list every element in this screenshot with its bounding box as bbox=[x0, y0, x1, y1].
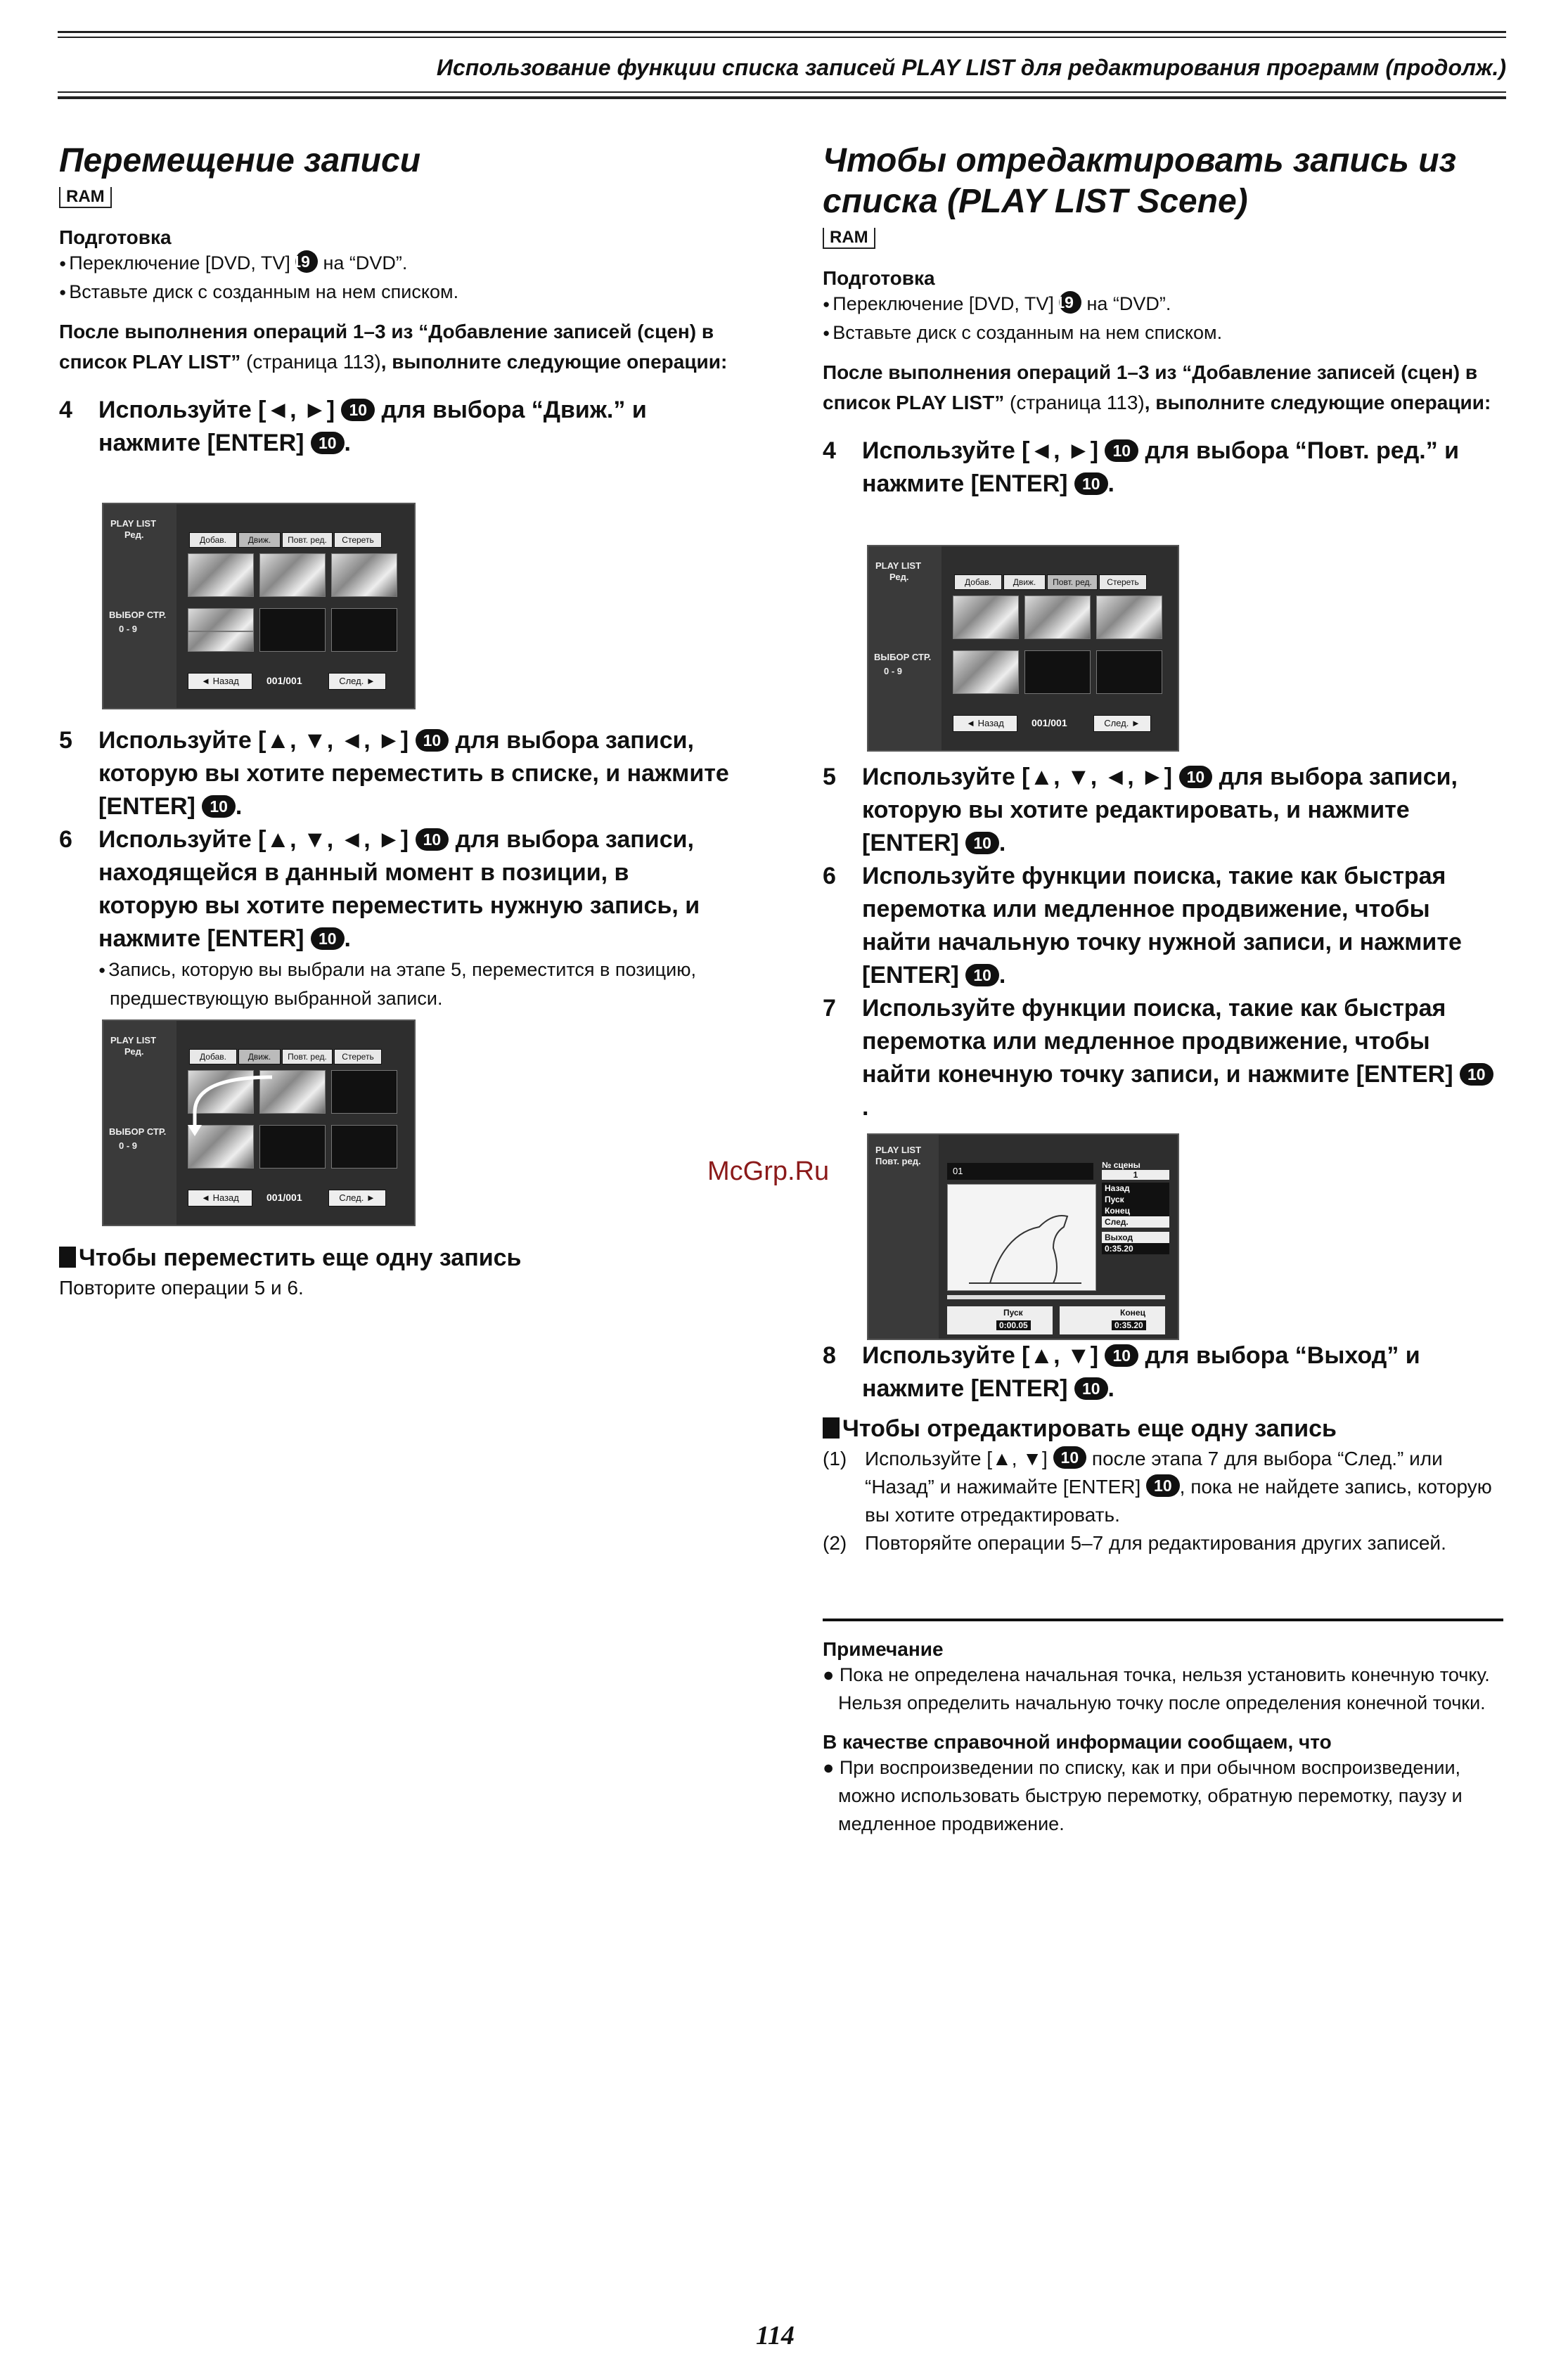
start-box: Пуск 0:00.05 bbox=[947, 1306, 1053, 1334]
tab-erase: Стереть bbox=[334, 532, 382, 548]
sub-heading: Чтобы отредактировать еще одну запись bbox=[823, 1413, 1498, 1445]
ram-badge: RAM bbox=[59, 187, 112, 208]
next-button: След. ► bbox=[328, 673, 386, 690]
note-item: ● Пока не определена начальная точка, нельзя установить конечную точку. Нельзя определить начальную точку после определения конечной точки. bbox=[823, 1664, 1490, 1713]
header-rule-bottom bbox=[58, 91, 1506, 93]
tab-move: Движ. bbox=[238, 1049, 281, 1064]
button-ref-icon: 10 bbox=[965, 964, 999, 986]
prep-item: ● Вставьте диск с созданным на нем списком. bbox=[823, 318, 1498, 347]
menu-exit: Выход bbox=[1102, 1232, 1169, 1243]
step-4: 4 Используйте [◄, ►] 10 для выбора “Повт. ред.” и нажмите [ENTER] 10 . bbox=[823, 437, 1460, 497]
tab-edit: Повт. ред. bbox=[282, 1049, 333, 1064]
watermark: McGrp.Ru bbox=[707, 1157, 830, 1186]
right-column-steps bbox=[823, 761, 1498, 1124]
ram-badge: RAM bbox=[823, 228, 875, 249]
screen-sidebar: PLAY LIST Повт. ред. bbox=[868, 1135, 939, 1339]
tab-add: Добав. bbox=[189, 1049, 237, 1064]
next-button: След. ► bbox=[328, 1190, 386, 1206]
step-6-note: ● Запись, которую вы выбрали на этапе 5, переместится в позицию, предшествующую выбранной записи. bbox=[98, 955, 734, 1012]
intro-text: После выполнения операций 1–3 из “Добавление записей (сцен) в список PLAY LIST” (страница 113), выполните следующие операции: bbox=[59, 321, 728, 373]
dinosaur-icon bbox=[948, 1185, 1095, 1290]
thumbnail bbox=[953, 596, 1019, 639]
step-4: 4 Используйте [◄, ►] 10 для выбора “Движ.” и нажмите [ENTER] 10 . bbox=[59, 397, 647, 456]
note-divider bbox=[823, 1619, 1503, 1621]
page-number: 114 bbox=[756, 2321, 795, 2350]
left-section-title: Перемещение записи bbox=[59, 142, 421, 179]
button-ref-icon: 19 bbox=[295, 250, 318, 273]
tab-add: Добав. bbox=[954, 574, 1002, 590]
thumbnail bbox=[331, 1070, 397, 1114]
screen-sidebar: PLAY LIST Ред. ВЫБОР СТР. 0 - 9 bbox=[103, 1021, 176, 1225]
menu-start: Пуск bbox=[1102, 1194, 1169, 1205]
page-indicator: 001/001 bbox=[266, 1192, 302, 1203]
button-ref-icon: 10 bbox=[1460, 1063, 1493, 1086]
step-6: 6 Используйте [▲, ▼, ◄, ►] 10 для выбора записи, находящейся в данный момент в позиции, в которую вы хотите переместить нужную запись, и нажмите [ENTER] 10 . bbox=[59, 826, 700, 952]
right-notes bbox=[823, 1638, 1498, 1838]
button-ref-icon: 10 bbox=[1074, 472, 1108, 495]
button-ref-icon: 10 bbox=[1053, 1446, 1087, 1469]
scene-menu: № сцены 1 Назад Пуск Конец След. Выход 0:35.20 bbox=[1102, 1160, 1169, 1254]
tab-move: Движ. bbox=[1003, 574, 1046, 590]
move-arrow-icon bbox=[167, 1063, 279, 1140]
thumbnail bbox=[1024, 596, 1091, 639]
thumbnail bbox=[1096, 596, 1162, 639]
button-ref-icon: 10 bbox=[416, 828, 449, 851]
numbered-para-2: (2) Повторяйте операции 5–7 для редактирования других записей. bbox=[823, 1532, 1446, 1554]
right-column bbox=[823, 141, 1498, 501]
right-column-lower bbox=[823, 1339, 1498, 1557]
button-ref-icon: 10 bbox=[1105, 439, 1138, 462]
prev-button: ◄ Назад bbox=[188, 673, 252, 690]
note-heading: Примечание bbox=[823, 1638, 944, 1660]
page-indicator: 001/001 bbox=[1032, 717, 1067, 728]
button-ref-icon: 19 bbox=[1059, 291, 1081, 314]
screen-sidebar: PLAY LIST Ред. ВЫБОР СТР. 0 - 9 bbox=[868, 546, 942, 750]
button-ref-icon: 10 bbox=[1179, 766, 1213, 788]
step-5: 5 Используйте [▲, ▼, ◄, ►] 10 для выбора записи, которую вы хотите переместить в списке, и нажмите [ENTER] 10 . bbox=[59, 727, 729, 820]
thumbnail bbox=[331, 553, 397, 597]
sub-text: Повторите операции 5 и 6. bbox=[59, 1277, 304, 1299]
intro-text: После выполнения операций 1–3 из “Добавление записей (сцен) в список PLAY LIST” (страница 113), выполните следующие операции: bbox=[823, 361, 1491, 413]
left-column bbox=[59, 141, 734, 460]
prev-button: ◄ Назад bbox=[188, 1190, 252, 1206]
button-ref-icon: 10 bbox=[1105, 1344, 1138, 1367]
thumbnail bbox=[188, 553, 254, 597]
thumbnail bbox=[331, 1125, 397, 1169]
menu-next: След. bbox=[1102, 1216, 1169, 1228]
button-ref-icon: 10 bbox=[1146, 1474, 1180, 1497]
right-section-title: Чтобы отредактировать запись из списка (PLAY LIST Scene) bbox=[823, 142, 1457, 220]
thumbnail bbox=[1024, 650, 1091, 694]
screen-move-target bbox=[102, 1019, 416, 1226]
prev-button: ◄ Назад bbox=[953, 715, 1017, 732]
tab-edit: Повт. ред. bbox=[1047, 574, 1098, 590]
prep-item: ● Вставьте диск с созданным на нем списком. bbox=[59, 278, 734, 307]
ref-heading: В качестве справочной информации сообщаем, что bbox=[823, 1731, 1332, 1753]
prep-item: ● Переключение [DVD, TV] 19 на “DVD”. bbox=[59, 249, 734, 278]
left-column-steps bbox=[59, 724, 734, 1012]
timeline-bar bbox=[947, 1295, 1165, 1299]
thumbnail bbox=[331, 608, 397, 652]
tab-add: Добав. bbox=[189, 532, 237, 548]
next-button: След. ► bbox=[1093, 715, 1151, 732]
screen-scene-edit bbox=[867, 1133, 1179, 1340]
screen-sidebar: PLAY LIST Ред. ВЫБОР СТР. 0 - 9 bbox=[103, 504, 176, 708]
tab-move: Движ. bbox=[238, 532, 281, 548]
thumbnail bbox=[1096, 650, 1162, 694]
step-5: 5 Используйте [▲, ▼, ◄, ►] 10 для выбора записи, которую вы хотите редактировать, и нажмите [ENTER] 10 . bbox=[823, 764, 1458, 856]
tab-erase: Стереть bbox=[1099, 574, 1147, 590]
header-rule-top-2 bbox=[58, 37, 1506, 38]
step-7: 7 Используйте функции поиска, такие как быстрая перемотка или медленное продвижение, чтобы найти конечную точку записи, и нажмите [ENTER] 10. bbox=[823, 992, 1498, 1124]
thumbnail bbox=[259, 553, 326, 597]
edit-index-bar: 01 bbox=[947, 1163, 1093, 1180]
thumbnail bbox=[188, 608, 254, 652]
thumbnail bbox=[259, 608, 326, 652]
button-ref-icon: 10 bbox=[311, 432, 345, 454]
square-bullet-icon bbox=[823, 1417, 840, 1439]
button-ref-icon: 10 bbox=[311, 927, 345, 950]
running-title: Использование функции списка записей PLAY LIST для редактирования программ (продолж.) bbox=[436, 55, 1506, 80]
preview-frame bbox=[947, 1184, 1096, 1291]
step-6: 6 Используйте функции поиска, такие как быстрая перемотка или медленное продвижение, чтобы найти начальную точку нужной записи, и нажмите [ENTER] 10 . bbox=[823, 863, 1462, 989]
screen-edit-select bbox=[867, 545, 1179, 752]
numbered-para-1: (1) Используйте [▲, ▼] 10 после этапа 7 для выбора “След.” или “Назад” и нажимайте [ENTER] 10 , пока не найдете запись, которую вы хотите отредактировать. bbox=[823, 1448, 1492, 1526]
header-rule-top bbox=[58, 31, 1506, 33]
screen-move-select bbox=[102, 503, 416, 709]
square-bullet-icon bbox=[59, 1247, 76, 1268]
end-box: Конец 0:35.20 bbox=[1060, 1306, 1165, 1334]
menu-end: Конец bbox=[1102, 1205, 1169, 1216]
thumbnail bbox=[953, 650, 1019, 694]
left-sub-section bbox=[59, 1242, 734, 1302]
button-ref-icon: 10 bbox=[341, 399, 375, 421]
tab-edit: Повт. ред. bbox=[282, 532, 333, 548]
button-ref-icon: 10 bbox=[202, 795, 236, 818]
menu-back: Назад bbox=[1102, 1183, 1169, 1194]
header-rule-bottom-2 bbox=[58, 96, 1506, 99]
button-ref-icon: 10 bbox=[416, 729, 449, 752]
prep-heading: Подготовка bbox=[59, 226, 172, 248]
prep-heading: Подготовка bbox=[823, 267, 935, 289]
ref-item: ● При воспроизведении по списку, как и при обычном воспроизведении, можно использовать быструю перемотку, обратную перемотку, паузу и медленное продвижение. bbox=[823, 1757, 1463, 1834]
tab-erase: Стереть bbox=[334, 1049, 382, 1064]
button-ref-icon: 10 bbox=[1074, 1377, 1108, 1400]
step-8: 8 Используйте [▲, ▼] 10 для выбора “Выход” и нажмите [ENTER] 10 . bbox=[823, 1342, 1420, 1402]
button-ref-icon: 10 bbox=[965, 832, 999, 854]
page-indicator: 001/001 bbox=[266, 675, 302, 686]
sub-heading: Чтобы переместить еще одну запись bbox=[59, 1242, 734, 1274]
prep-item: ● Переключение [DVD, TV] 19 на “DVD”. bbox=[823, 290, 1498, 318]
total-time: 0:35.20 bbox=[1102, 1243, 1169, 1254]
